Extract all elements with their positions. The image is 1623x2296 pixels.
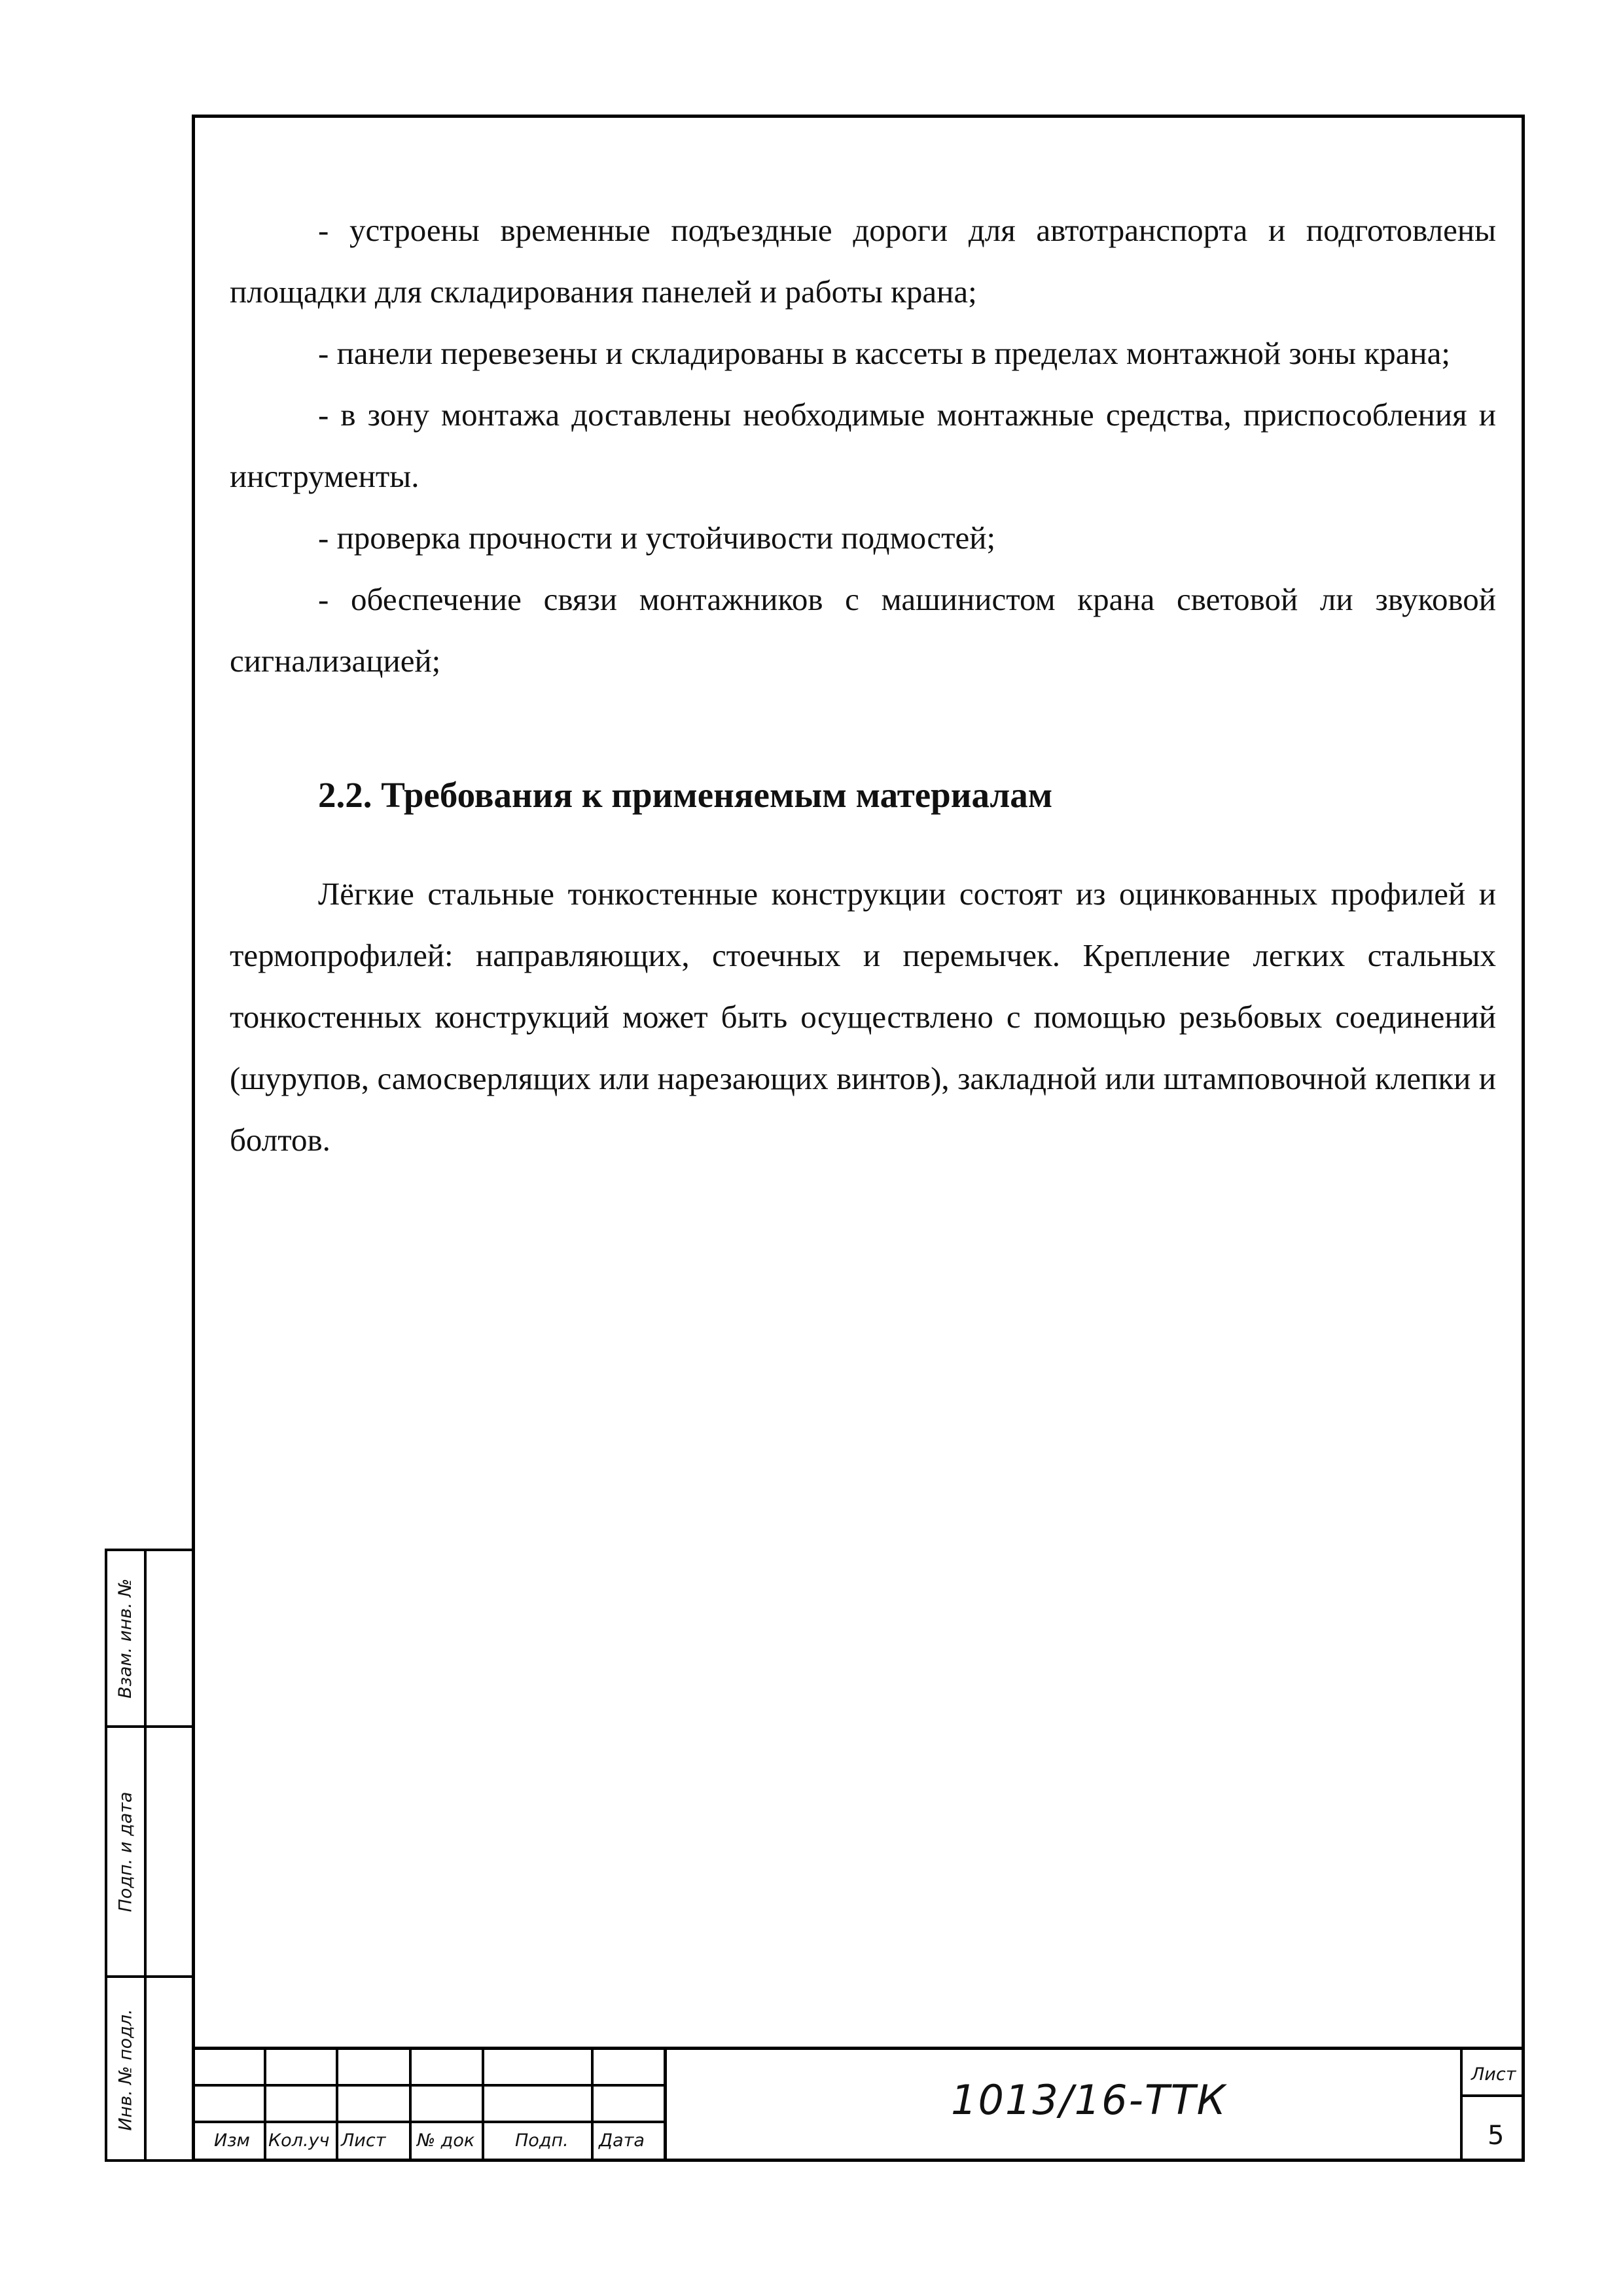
tb-line-sheet: [1460, 2094, 1525, 2097]
tb-kol-uch: Кол.уч: [268, 2130, 330, 2151]
section-text: Лёгкие стальные тонкостенные конструкции состоят из оцинкованных профилей и термопрофилей: направляющих, стоечных и перемычек. Крепление легких стальных тонкостенных конструкций может быть осуществлено с помощью резьбовых соединений (шурупов, самосверлящих или нарезающих винтов), закладной или штамповочной клепки и болтов.: [230, 876, 1496, 1158]
tb-izm: Изм: [214, 2130, 250, 2151]
tb-list: Лист: [341, 2130, 386, 2151]
tb-vline-4: [482, 2050, 484, 2162]
tb-vline-2: [336, 2050, 338, 2162]
tb-vline-1: [264, 2050, 266, 2162]
label-vzam-inv: Взам. инв. №: [115, 1578, 136, 1698]
paragraph-panels: - панели перевезены и складированы в кассеты в пределах монтажной зоны крана;: [318, 335, 1450, 371]
paragraph-signals: - обеспечение связи монтажников с машинистом крана световой ли звуковой сигнализацией;: [230, 581, 1496, 679]
sheet-number: 5: [1488, 2121, 1505, 2151]
tb-vline-sheet: [1460, 2050, 1463, 2162]
tb-sheet-label: Лист: [1471, 2064, 1516, 2085]
tb-vline-3: [409, 2050, 412, 2162]
paragraph-tools: - в зону монтажа доставлены необходимые монтажные средства, приспособления и инструменты.: [230, 397, 1496, 494]
section-title: 2.2. Требования к применяемым материалам: [318, 775, 1053, 815]
title-block: [192, 2047, 1525, 2162]
side-stamp: [105, 1549, 192, 2162]
tb-vline-6: [664, 2050, 667, 2162]
tb-vline-5: [591, 2050, 594, 2162]
tb-data: Дата: [599, 2130, 645, 2151]
side-row-podp: [107, 1728, 192, 1978]
document-body: [230, 200, 1496, 1171]
document-code: 1013/16-ТТК: [951, 2076, 1227, 2124]
side-row-vzam: [107, 1551, 192, 1728]
label-inv-podl: Инв. № подл.: [115, 2009, 136, 2131]
tb-n-dok: № док: [417, 2130, 475, 2151]
paragraph-scaffold: - проверка прочности и устойчивости подмостей;: [318, 520, 996, 556]
tb-podp: Подп.: [515, 2130, 569, 2151]
label-podp-data: Подп. и дата: [115, 1791, 136, 1912]
paragraph-roads: - устроены временные подъездные дороги для автотранспорта и подготовлены площадки для складирования панелей и работы крана;: [230, 212, 1496, 310]
side-row-inv: [107, 1978, 192, 2162]
